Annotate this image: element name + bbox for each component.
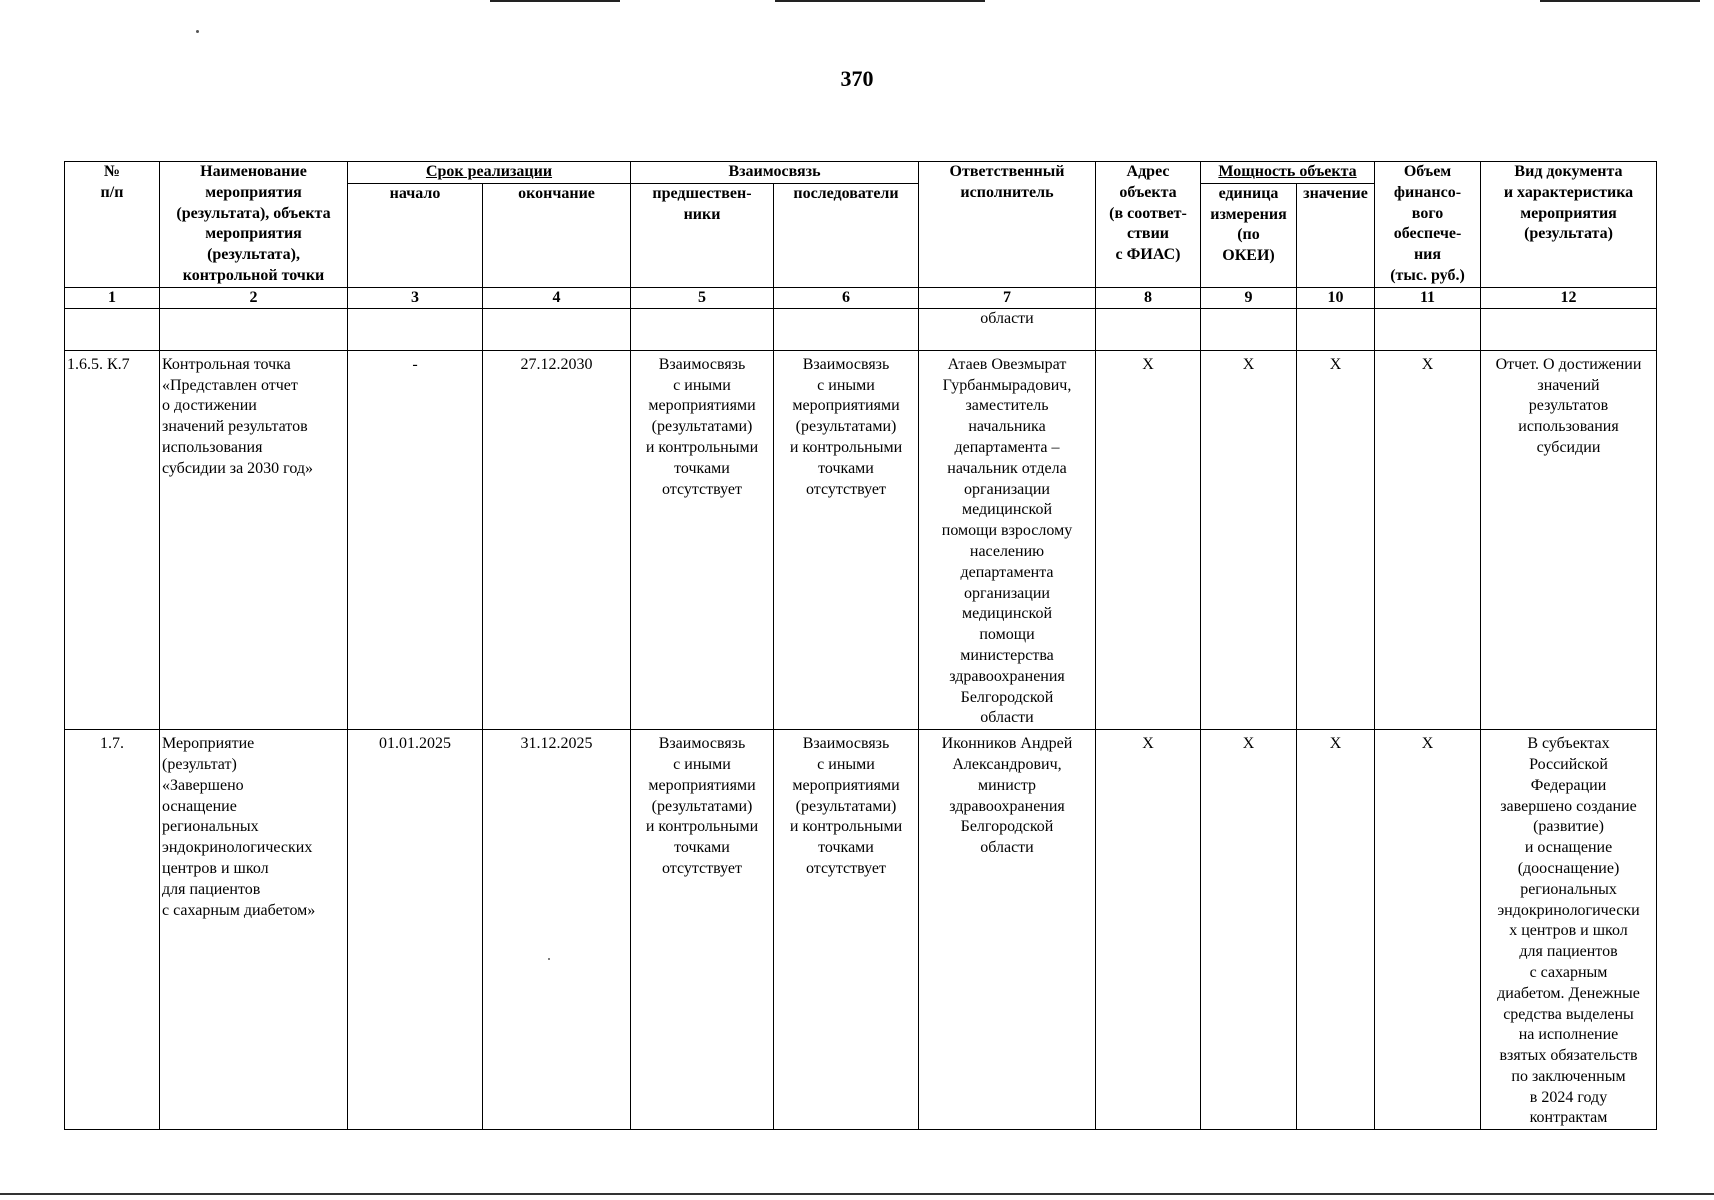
cell-number: 1.6.5. К.7 bbox=[65, 350, 160, 729]
cell-document: В субъектах Российской Федерации завершено создание (развитие) и оснащение (дооснащение) региональных эндокринологически х центров и школ для пациентов с сахарным диабетом. Денежные средства выделены на исполнение взятых обязательств по заключенным в 2024 году контрактам bbox=[1481, 730, 1657, 1130]
header-group-relation: Взаимосвязь bbox=[631, 162, 919, 184]
cell-empty bbox=[1201, 308, 1297, 350]
header-finance: Объем финансо- вого обеспече- ния (тыс. руб.) bbox=[1375, 162, 1481, 288]
column-number: 10 bbox=[1297, 287, 1375, 308]
column-number: 9 bbox=[1201, 287, 1297, 308]
table-row bbox=[65, 350, 1657, 729]
cell-name: Мероприятие (результат) «Завершено оснащение региональных эндокринологических центров и школ для пациентов с сахарным диабетом» bbox=[160, 730, 348, 1130]
cell-finance: Х bbox=[1375, 730, 1481, 1130]
column-number: 2 bbox=[160, 287, 348, 308]
header-start: начало bbox=[348, 183, 483, 287]
column-number: 12 bbox=[1481, 287, 1657, 308]
cell-predecessors: Взаимосвязь с иными мероприятиями (результатами) и контрольными точками отсутствует bbox=[631, 730, 774, 1130]
cell-end: 27.12.2030 bbox=[483, 350, 631, 729]
cell-empty bbox=[348, 308, 483, 350]
header-value: значение bbox=[1297, 183, 1375, 287]
scan-top-line bbox=[1540, 0, 1700, 2]
table-row bbox=[65, 730, 1657, 1130]
cell-number: 1.7. bbox=[65, 730, 160, 1130]
cell-responsible: области bbox=[919, 308, 1096, 350]
plan-table bbox=[64, 161, 1657, 1130]
header-unit: единица измерения (по ОКЕИ) bbox=[1201, 183, 1297, 287]
column-number: 11 bbox=[1375, 287, 1481, 308]
column-number: 5 bbox=[631, 287, 774, 308]
page-number: 370 bbox=[840, 66, 874, 91]
header-successors: последователи bbox=[774, 183, 919, 287]
cell-empty bbox=[483, 308, 631, 350]
cell-empty bbox=[774, 308, 919, 350]
cell-successors: Взаимосвязь с иными мероприятиями (результатами) и контрольными точками отсутствует bbox=[774, 350, 919, 729]
header-row-1 bbox=[65, 162, 1657, 184]
header-name: Наименование мероприятия (результата), объекта мероприятия (результата), контрольной точки bbox=[160, 162, 348, 288]
cell-document: Отчет. О достижении значений результатов использования субсидии bbox=[1481, 350, 1657, 729]
header-document: Вид документа и характеристика мероприятия (результата) bbox=[1481, 162, 1657, 288]
cell-responsible: Иконников Андрей Александрович, министр здравоохранения Белгородской области bbox=[919, 730, 1096, 1130]
column-number: 6 bbox=[774, 287, 919, 308]
header-end: окончание bbox=[483, 183, 631, 287]
cell-responsible: Атаев Овезмырат Гурбанмырадович, заместитель начальника департамента – начальник отдела организации медицинской помощи взрослому населению департамента организации медицинской помощи министерства здравоохранения Белгородской области bbox=[919, 350, 1096, 729]
column-numbers-row bbox=[65, 287, 1657, 308]
scan-bottom-line bbox=[0, 1193, 1714, 1195]
cell-empty bbox=[1481, 308, 1657, 350]
cell-empty bbox=[1375, 308, 1481, 350]
cell-successors: Взаимосвязь с иными мероприятиями (результатами) и контрольными точками отсутствует bbox=[774, 730, 919, 1130]
header-predecessors: предшествен- ники bbox=[631, 183, 774, 287]
cell-predecessors: Взаимосвязь с иными мероприятиями (результатами) и контрольными точками отсутствует bbox=[631, 350, 774, 729]
header-group-period: Срок реализации bbox=[348, 162, 631, 184]
cell-finance: Х bbox=[1375, 350, 1481, 729]
column-number: 1 bbox=[65, 287, 160, 308]
cell-address: Х bbox=[1096, 730, 1201, 1130]
scan-speck bbox=[196, 30, 199, 33]
column-number: 4 bbox=[483, 287, 631, 308]
continuation-row bbox=[65, 308, 1657, 350]
scan-top-line bbox=[775, 0, 985, 2]
column-number: 3 bbox=[348, 287, 483, 308]
cell-empty bbox=[1297, 308, 1375, 350]
column-number: 8 bbox=[1096, 287, 1201, 308]
cell-empty bbox=[1096, 308, 1201, 350]
cell-name: Контрольная точка «Представлен отчет о достижении значений результатов использования субсидии за 2030 год» bbox=[160, 350, 348, 729]
cell-unit: Х bbox=[1201, 730, 1297, 1130]
column-number: 7 bbox=[919, 287, 1096, 308]
cell-address: Х bbox=[1096, 350, 1201, 729]
header-group-capacity: Мощность объекта bbox=[1201, 162, 1375, 184]
header-number: № п/п bbox=[65, 162, 160, 288]
cell-value: Х bbox=[1297, 350, 1375, 729]
cell-value: Х bbox=[1297, 730, 1375, 1130]
scan-top-line bbox=[490, 0, 620, 2]
cell-end: 31.12.2025 bbox=[483, 730, 631, 1130]
cell-start: - bbox=[348, 350, 483, 729]
cell-empty bbox=[631, 308, 774, 350]
header-address: Адрес объекта (в соответ- ствии с ФИАС) bbox=[1096, 162, 1201, 288]
header-responsible: Ответственный исполнитель bbox=[919, 162, 1096, 288]
cell-unit: Х bbox=[1201, 350, 1297, 729]
cell-empty bbox=[160, 308, 348, 350]
cell-empty bbox=[65, 308, 160, 350]
cell-start: 01.01.2025 bbox=[348, 730, 483, 1130]
